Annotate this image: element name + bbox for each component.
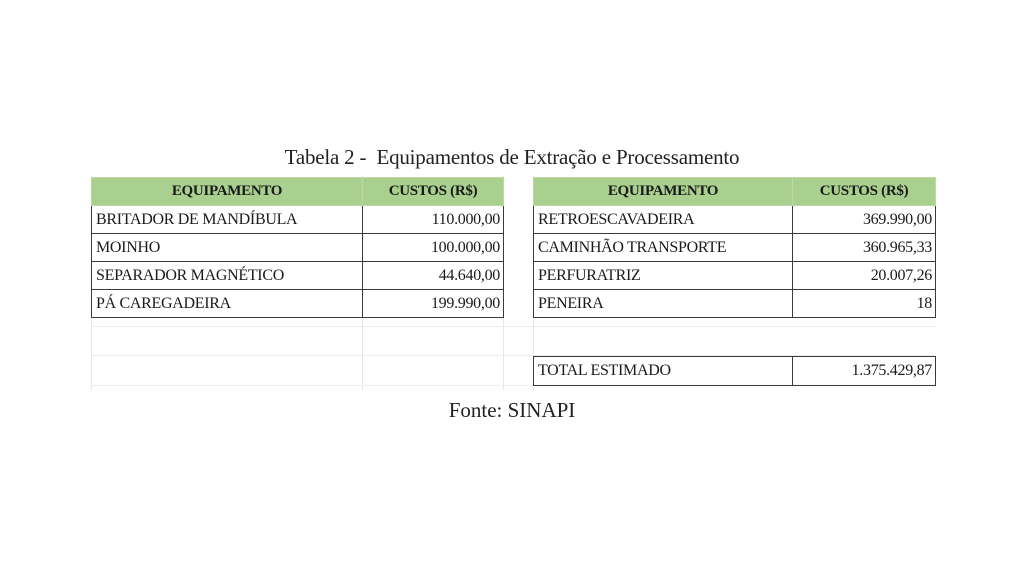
table-row [534, 206, 936, 234]
total-row [534, 357, 936, 386]
equipment-name: PENEIRA [534, 290, 793, 318]
equipment-name: SEPARADOR MAGNÉTICO [92, 262, 363, 290]
source-note: Fonte: SINAPI [448, 398, 576, 422]
header-costs: CUSTOS (R$) [793, 178, 936, 206]
table-row [92, 290, 504, 318]
equipment-name: BRITADOR DE MANDÍBULA [92, 206, 363, 234]
header-row [92, 178, 504, 206]
table-row [92, 262, 504, 290]
equipment-cost: 110.000,00 [363, 206, 504, 234]
header-equipment: EQUIPAMENTO [92, 178, 363, 206]
equipment-name: MOINHO [92, 234, 363, 262]
total-value: 1.375.429,87 [793, 357, 936, 386]
equipment-cost: 360.965,33 [793, 234, 936, 262]
table-row [92, 206, 504, 234]
caption-title: Equipamentos de Extração e Processamento [376, 145, 740, 169]
caption-label: Tabela 2 - [284, 145, 367, 169]
equipment-cost: 369.990,00 [793, 206, 936, 234]
equipment-name: CAMINHÃO TRANSPORTE [534, 234, 793, 262]
equipment-cost: 20.007,26 [793, 262, 936, 290]
table-row [534, 234, 936, 262]
total-table [533, 356, 936, 386]
equipment-name: PÁ CAREGADEIRA [92, 290, 363, 318]
header-equipment: EQUIPAMENTO [534, 178, 793, 206]
header-costs: CUSTOS (R$) [363, 178, 504, 206]
total-label: TOTAL ESTIMADO [534, 357, 793, 386]
header-row [534, 178, 936, 206]
table-caption [0, 145, 1024, 170]
right-equipment-table [533, 177, 936, 318]
table-row [534, 262, 936, 290]
equipment-name: PERFURATRIZ [534, 262, 793, 290]
left-equipment-table [91, 177, 504, 318]
table-row [92, 234, 504, 262]
equipment-cost: 18 [793, 290, 936, 318]
equipment-name: RETROESCAVADEIRA [534, 206, 793, 234]
equipment-cost: 100.000,00 [363, 234, 504, 262]
equipment-cost: 199.990,00 [363, 290, 504, 318]
equipment-cost: 44.640,00 [363, 262, 504, 290]
table-row [534, 290, 936, 318]
